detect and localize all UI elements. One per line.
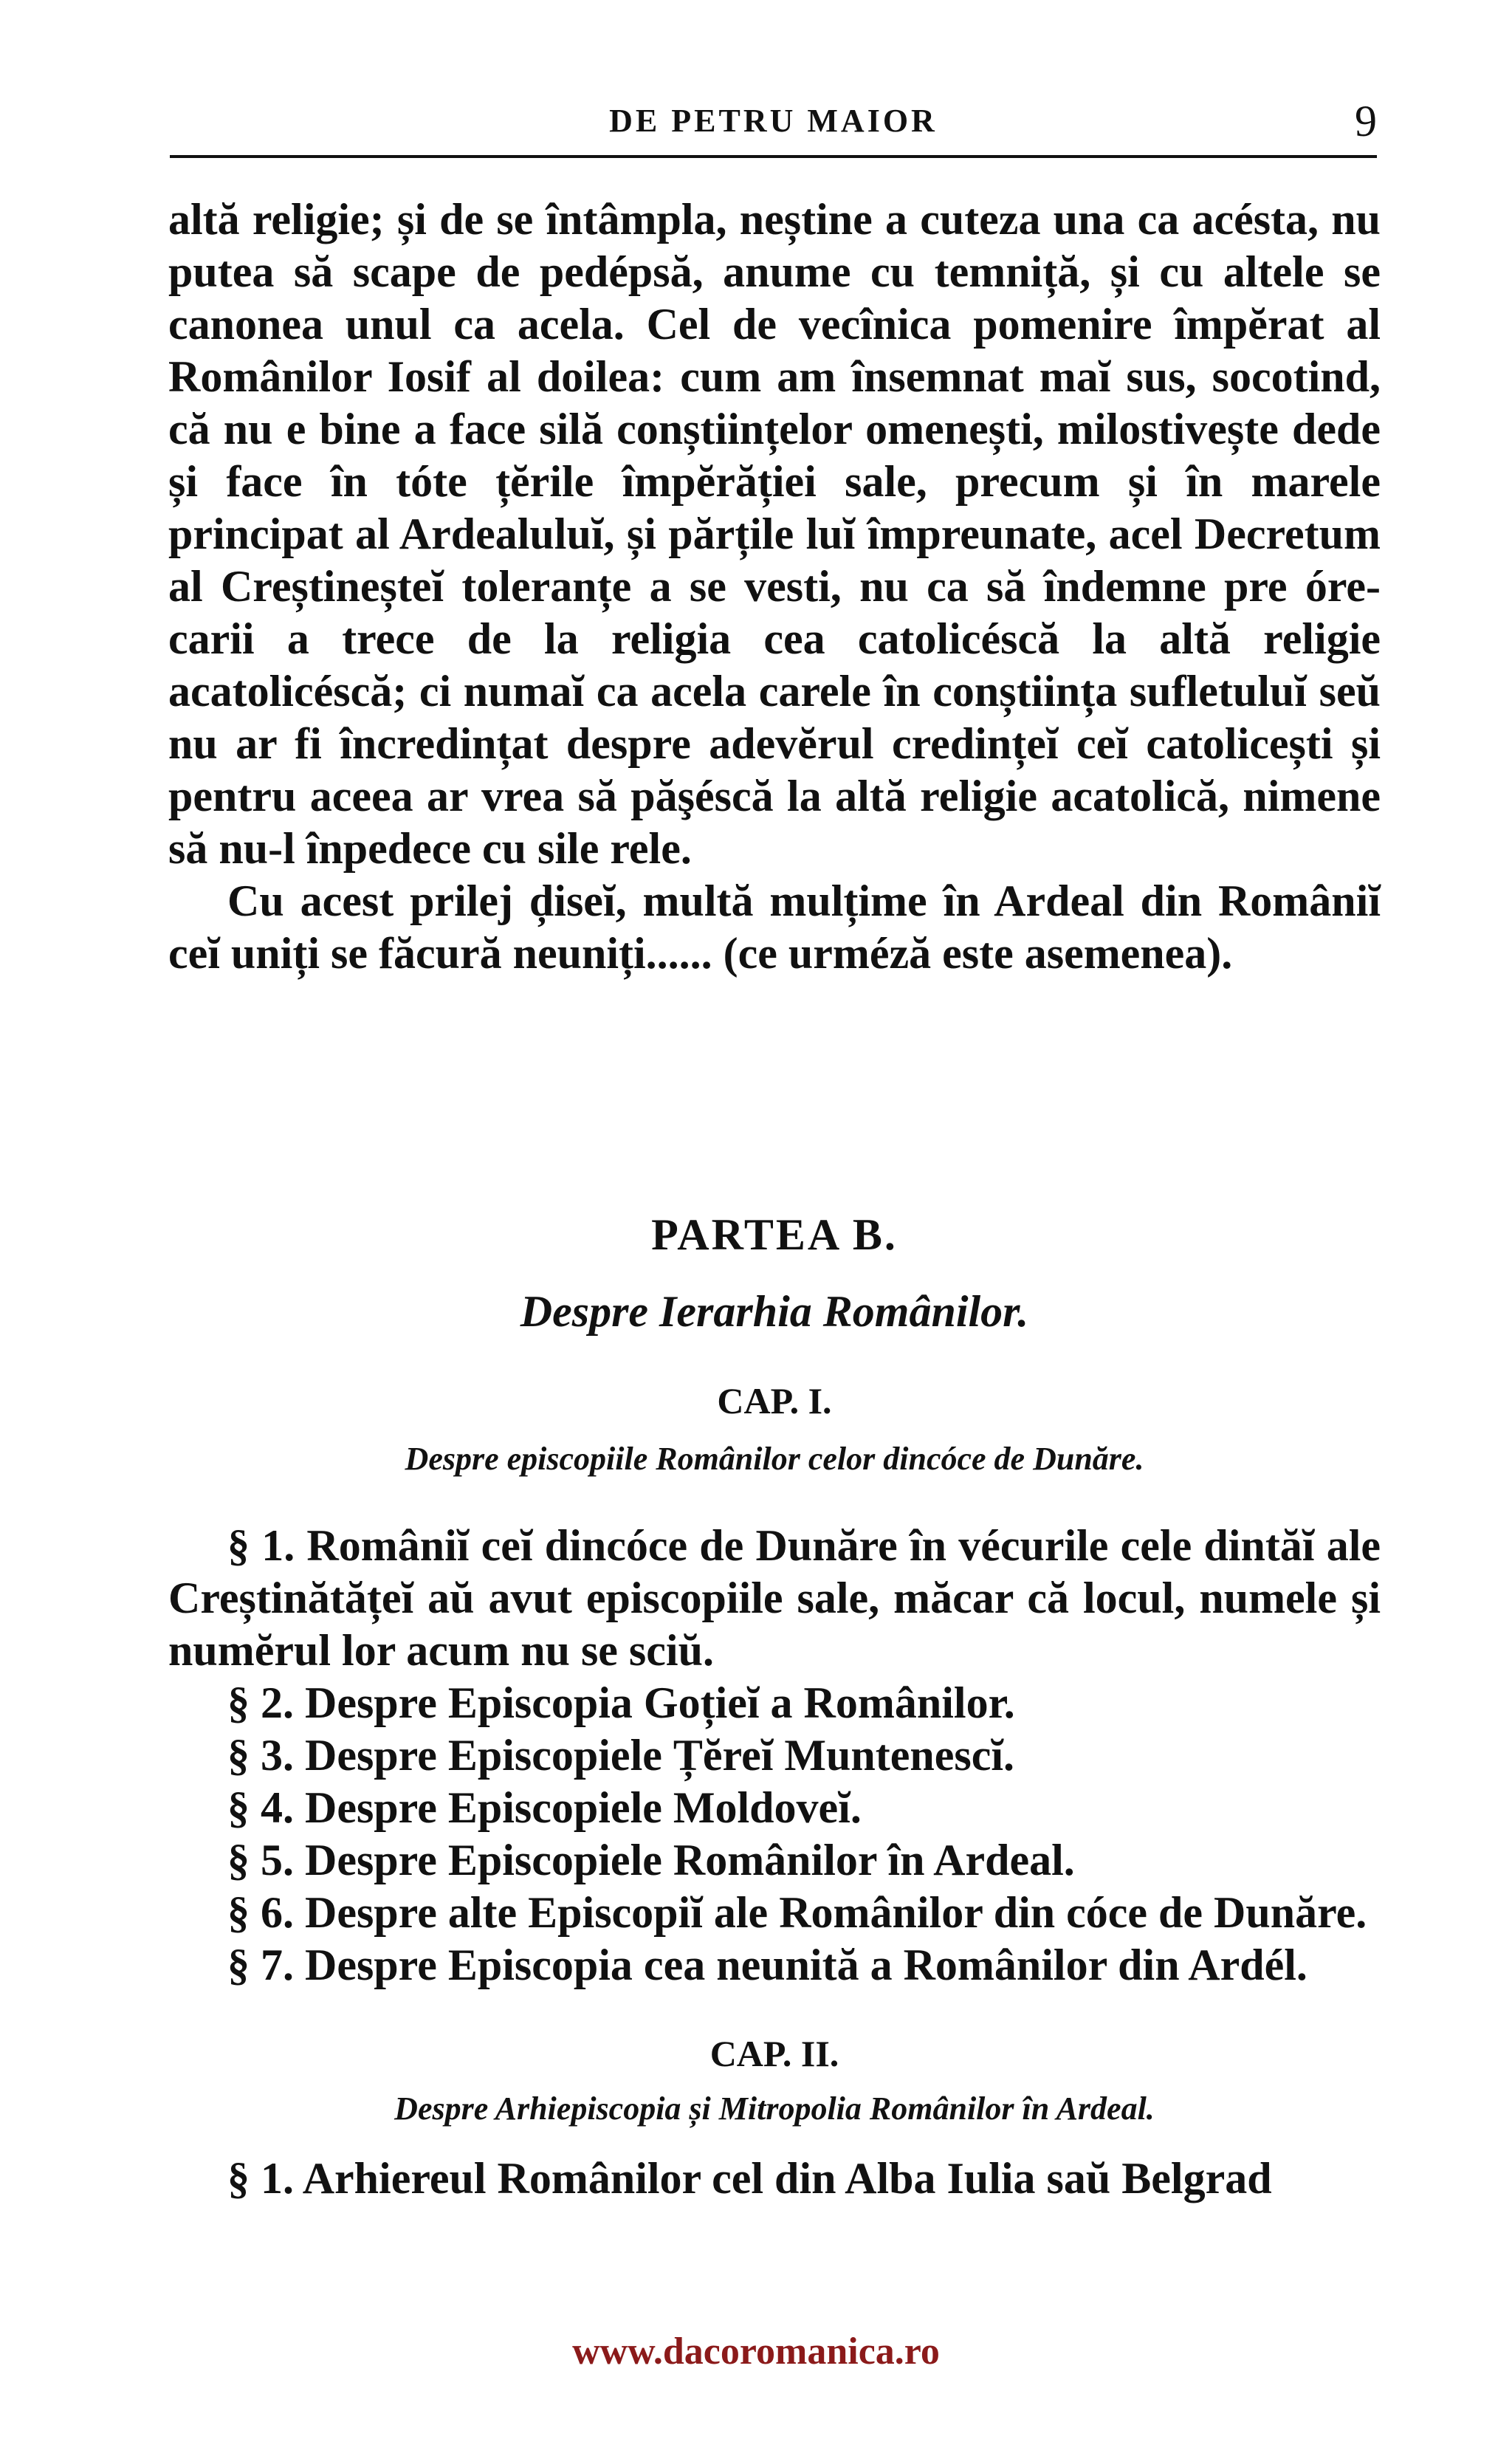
section-item (168, 1677, 1381, 1729)
chapter-1-sections (168, 1520, 1381, 1992)
section-text: § 3. Despre Episcopiele Țĕreĭ Muntenescĭ. (227, 1731, 1014, 1780)
page-number: 9 (1355, 97, 1377, 145)
section-item (168, 1782, 1381, 1834)
part-subtitle: Despre Ierarhia Românilor. (520, 1287, 1029, 1336)
paragraph-1: altă religie; și de se întâmpla, neștine a cuteza una ca acésta, nu putea să scape de pedépsă, anume cu temniță, și cu altele se canonea unul ca acela. Cel de vecînica pomenire împĕrat al Românilor Iosif al doilea: cum am însemnat maĭ sus, socotind, că nu e bine a face silă conștiințelor omenești, milostivește dede și face în tóte țĕrile împĕrăției sale, precum și în marele principat al Ardealuluĭ, și părțile luĭ împreunate, acel Decretum al Creștineșteĭ toleranțe a se vesti, nu ca să îndemne pre óre-carii a trece de la religia cea catolicéscă la altă religie acatolicéscă; ci numaĭ ca acela carele în conștiința sufletuluĭ seŭ nu ar fi încredințat despre adevĕrul credințeĭ ceĭ catolicești și pentru aceea ar vrea să păşéscă la altă religie acatolică, nimene să nu-l înpedece cu sile rele. (168, 195, 1381, 873)
body-paragraphs (168, 193, 1381, 980)
section-text: § 5. Despre Episcopiele Românilor în Ardeal. (227, 1836, 1075, 1884)
section-text: § 4. Despre Episcopiele Moldoveĭ. (227, 1783, 862, 1832)
section-text: § 2. Despre Episcopia Goțieĭ a Românilor. (227, 1678, 1015, 1727)
section-item (168, 1834, 1381, 1887)
running-title: DE PETRU MAIOR (609, 103, 938, 139)
section-item (168, 1939, 1381, 1992)
running-header (170, 96, 1377, 158)
section-text: § 1. Româniĭ ceĭ dincóce de Dunăre în vécurile cele dintăĭ ale Creștinătățeĭ aŭ avut episcopiile sale, măcar că locul, numele și numĕrul lor acum nu se sciŭ. (168, 1521, 1381, 1675)
section-text: § 7. Despre Episcopia cea neunită a Românilor din Ardél. (227, 1941, 1307, 1989)
watermark: www.dacoromanica.ro (572, 2330, 940, 2373)
part-title: PARTEA B. (651, 1210, 898, 1259)
section-item (168, 1729, 1381, 1782)
chapter-1-title: CAP. I. (717, 1380, 832, 1421)
paragraph-2: Cu acest prilej ḑiseĭ, multă mulțime în Ardeal din Româniĭ ceĭ uniți se făcură neuniți...... (ce urméză este asemenea). (168, 877, 1381, 978)
chapter-1-subtitle: Despre episcopiile Românilor celor dincóce de Dunăre. (405, 1441, 1144, 1477)
section-item (168, 1887, 1381, 1939)
section-text: § 1. Arhiereul Românilor cel din Alba Iulia saŭ Belgrad (227, 2154, 1272, 2203)
section-item (168, 1520, 1381, 1677)
section-text: § 6. Despre alte Episcopiĭ ale Românilor din cóce de Dunăre. (227, 1888, 1367, 1937)
chapter-2-subtitle: Despre Arhiepiscopia și Mitropolia Românilor în Ardeal. (394, 2090, 1155, 2127)
chapter-2-title: CAP. II. (709, 2033, 839, 2074)
chapter-2-first-section (168, 2152, 1381, 2205)
